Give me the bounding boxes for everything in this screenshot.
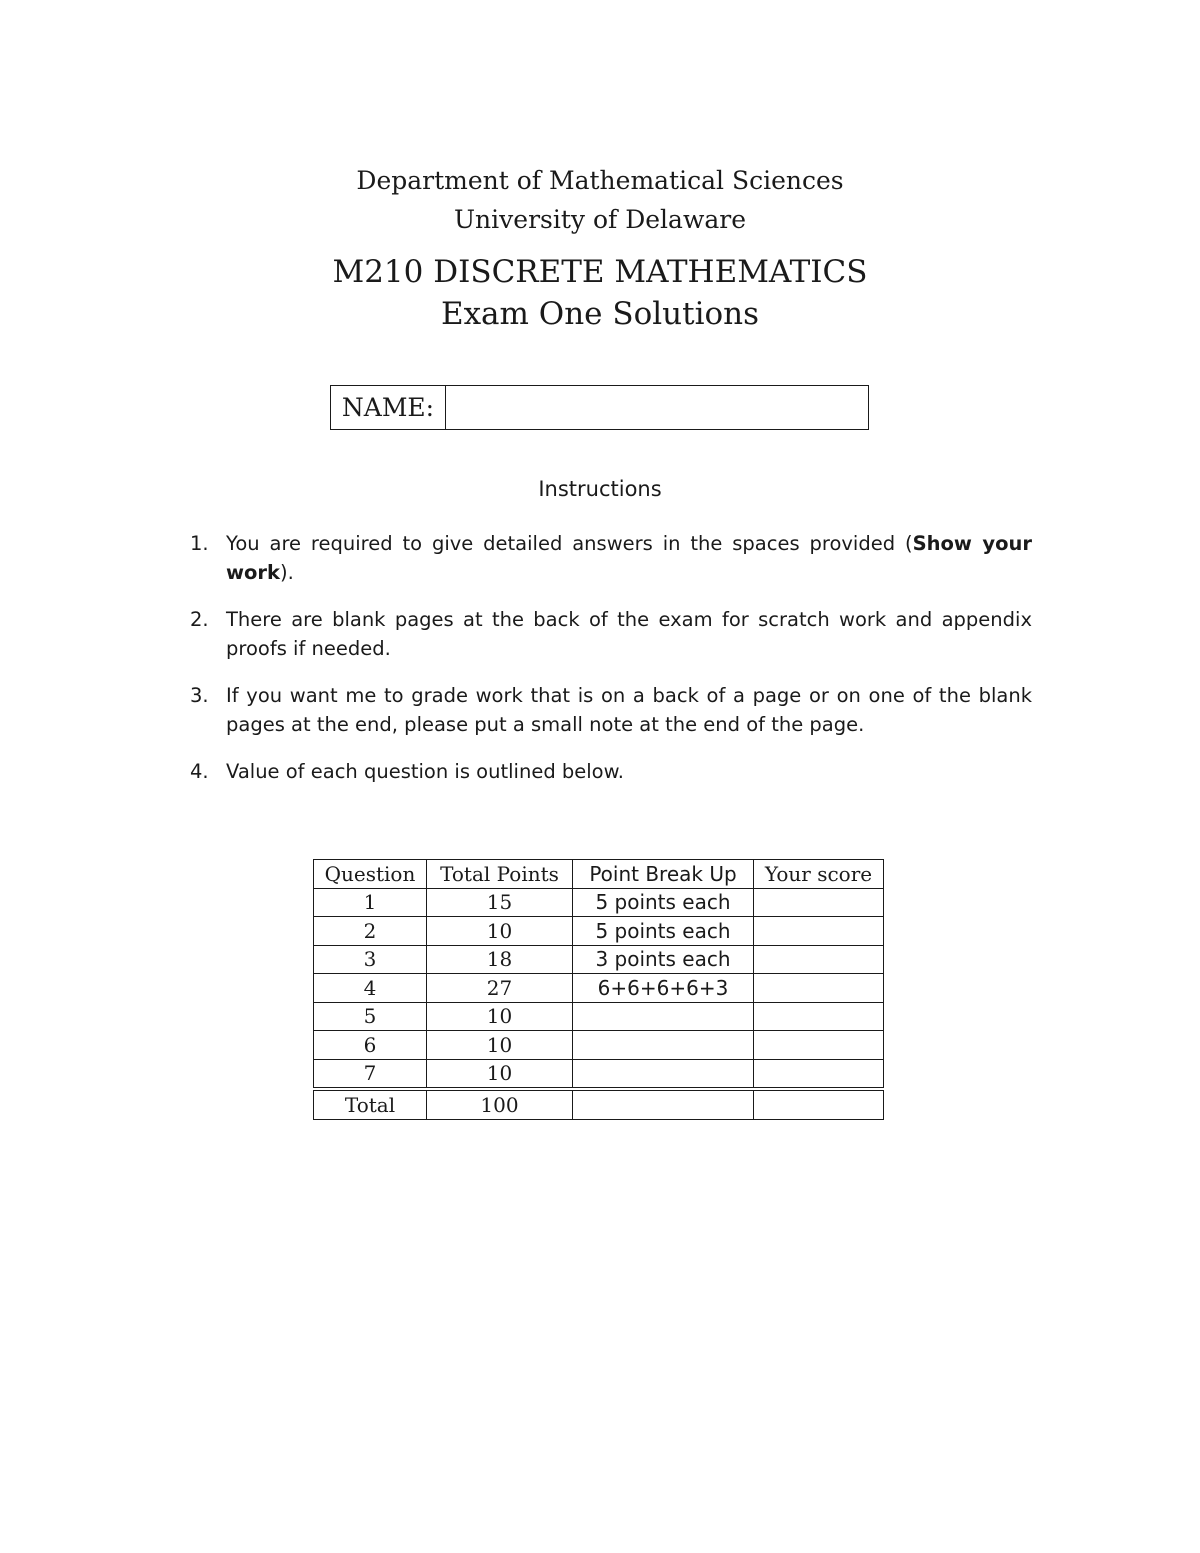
cell-question: 6	[314, 1031, 427, 1060]
cell-your-score[interactable]	[754, 917, 884, 946]
instruction-number: 2.	[190, 608, 209, 631]
score-table	[313, 859, 884, 1120]
cell-total-points: 10	[427, 1059, 573, 1089]
cell-total-points: 10	[427, 917, 573, 946]
instruction-number: 3.	[190, 684, 209, 707]
cell-question: 5	[314, 1002, 427, 1031]
department-title: Department of Mathematical Sciences	[356, 166, 844, 195]
university-title: University of Delaware	[453, 205, 747, 234]
header-total-points: Total Points	[427, 860, 573, 889]
cell-question: 4	[314, 974, 427, 1003]
cell-your-score[interactable]	[754, 945, 884, 974]
table-row	[314, 974, 884, 1003]
cell-point-break-up: 5 points each	[573, 917, 754, 946]
cell-your-score[interactable]	[754, 974, 884, 1003]
cell-point-break-up	[573, 1089, 754, 1119]
instruction-text: Value of each question is outlined below.	[226, 760, 624, 783]
table-row	[314, 945, 884, 974]
cell-total-points: 15	[427, 888, 573, 917]
cell-total-points: 10	[427, 1031, 573, 1060]
instructions-heading: Instructions	[538, 477, 662, 501]
cell-total-points: 10	[427, 1002, 573, 1031]
instruction-text: There are blank pages at the back of the exam for scratch work and appendix proofs if needed.	[226, 608, 1032, 660]
header-point-break-up: Point Break Up	[573, 860, 754, 889]
table-row	[314, 1002, 884, 1031]
table-row	[314, 1059, 884, 1089]
cell-your-score[interactable]	[754, 1031, 884, 1060]
cell-point-break-up: 6+6+6+6+3	[573, 974, 754, 1003]
header-your-score: Your score	[754, 860, 884, 889]
instruction-item	[190, 758, 1032, 787]
name-field[interactable]	[446, 386, 868, 429]
instruction-number: 4.	[190, 760, 209, 783]
instruction-text: You are required to give detailed answers in the spaces provided (Show your work).	[226, 532, 1032, 584]
instruction-item	[190, 606, 1032, 663]
cell-point-break-up	[573, 1002, 754, 1031]
header-question: Question	[314, 860, 427, 889]
table-header-row	[314, 860, 884, 889]
cell-total-points-sum: 100	[427, 1089, 573, 1119]
cell-total-points: 27	[427, 974, 573, 1003]
cell-total-label: Total	[314, 1089, 427, 1119]
instruction-number: 1.	[190, 532, 209, 555]
cell-point-break-up: 3 points each	[573, 945, 754, 974]
name-label: NAME:	[331, 386, 446, 429]
cell-point-break-up	[573, 1031, 754, 1060]
cell-question: 7	[314, 1059, 427, 1089]
name-box	[330, 385, 869, 430]
cell-total-your-score[interactable]	[754, 1089, 884, 1119]
course-title: M210 DISCRETE MATHEMATICS	[332, 254, 868, 290]
table-row	[314, 917, 884, 946]
table-total-row	[314, 1089, 884, 1119]
cell-point-break-up	[573, 1059, 754, 1089]
instruction-text: If you want me to grade work that is on a back of a page or on one of the blank pages at the end, please put a small note at the end of the page.	[226, 684, 1032, 736]
table-row	[314, 888, 884, 917]
instruction-item	[190, 682, 1032, 739]
cell-total-points: 18	[427, 945, 573, 974]
exam-title: Exam One Solutions	[440, 296, 760, 332]
cell-question: 3	[314, 945, 427, 974]
cell-your-score[interactable]	[754, 1002, 884, 1031]
instructions-list	[190, 530, 1032, 806]
cell-question: 1	[314, 888, 427, 917]
cell-point-break-up: 5 points each	[573, 888, 754, 917]
instruction-item	[190, 530, 1032, 587]
cell-question: 2	[314, 917, 427, 946]
table-row	[314, 1031, 884, 1060]
instruction-emphasis: Show your work	[226, 532, 1032, 584]
cell-your-score[interactable]	[754, 1059, 884, 1089]
cell-your-score[interactable]	[754, 888, 884, 917]
